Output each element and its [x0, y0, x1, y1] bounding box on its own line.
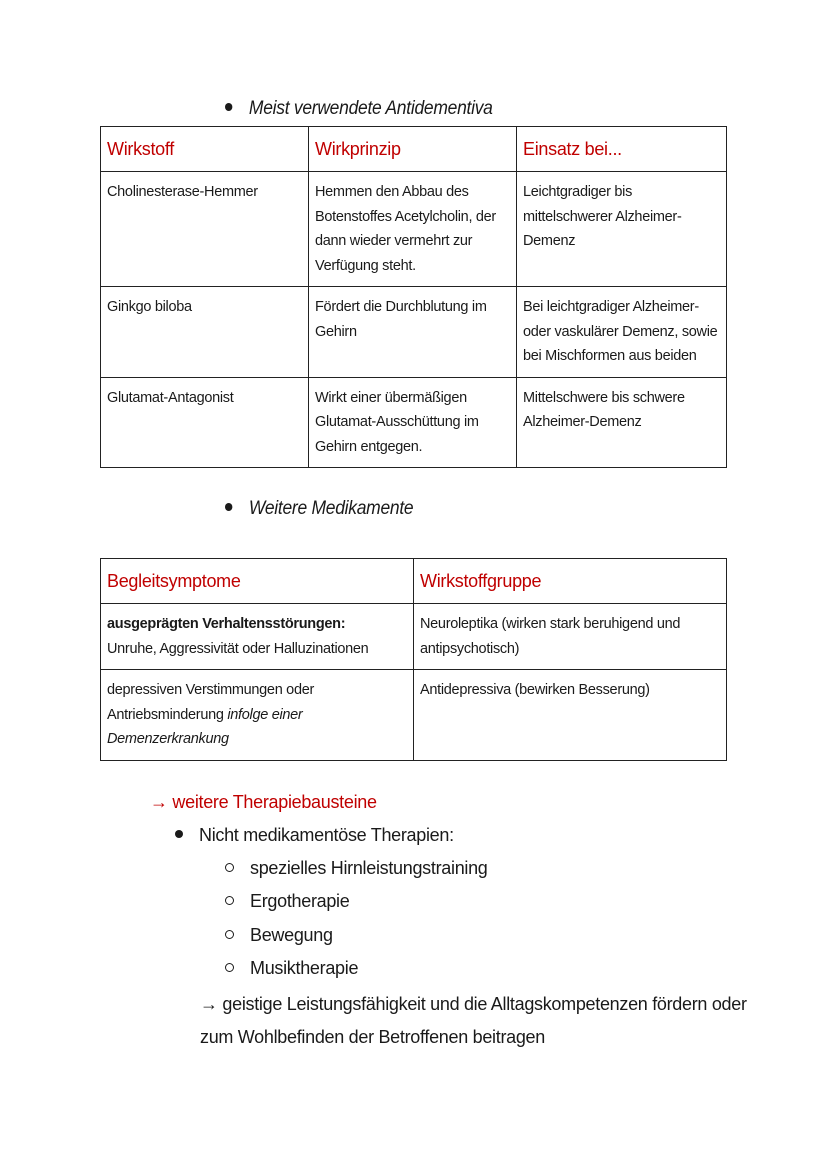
table-cell [101, 604, 414, 670]
list-item: Ergotherapie [225, 891, 349, 912]
list-item: Musiktherapie [225, 958, 358, 979]
circle-bullet-icon [225, 930, 234, 939]
therapy-subheading: Nicht medikamentöse Therapien: [175, 825, 454, 846]
symptom-text: Unruhe, Aggressivität oder Halluzinationen [107, 640, 369, 657]
circle-bullet-icon [225, 863, 234, 872]
table-cell: Cholinesterase-Hemmer [101, 172, 309, 287]
symptom-bold-text: ausgeprägten Verhaltensstörungen: [107, 616, 346, 632]
table-header-row [101, 127, 727, 172]
circle-bullet-icon [225, 963, 234, 972]
table-cell: Antidepressiva (bewirken Besserung) [414, 670, 727, 761]
table-cell [101, 670, 414, 761]
table-header-row [101, 559, 727, 604]
circle-bullet-icon [225, 896, 234, 905]
list-item: spezielles Hirnleistungstraining [225, 858, 488, 879]
table-cell: Mittelschwere bis schwere Alzheimer-Demenz [517, 377, 727, 468]
section2-heading: Weitere Medikamente [225, 498, 413, 520]
table-row [101, 287, 727, 378]
therapy-title: → weitere Therapiebausteine [150, 792, 377, 812]
table-cell: Glutamat-Antagonist [101, 377, 309, 468]
table-row [101, 670, 727, 761]
table-cell: Neuroleptika (wirken stark beruhigend und antipsychotisch) [414, 604, 727, 670]
header-wirkstoffgruppe: Wirkstoffgruppe [414, 559, 727, 604]
section1-heading: Meist verwendete Antidementiva [225, 98, 493, 120]
header-begleitsymptome: Begleitsymptome [101, 559, 414, 604]
therapy-conclusion: → geistige Leistungsfähigkeit und die Alltagskompetenzen fördern oder zum Wohlbefinden der Betroffenen beitragen [200, 994, 747, 1047]
table-cell: Fördert die Durchblutung im Gehirn [309, 287, 517, 378]
arrow-icon: → [150, 792, 168, 812]
table-row [101, 172, 727, 287]
symptom-text: depressiven Verstimmungen oder Antriebsminderung [107, 682, 315, 723]
symptom-italic-text: infolge einer Demenzerkrankung [107, 706, 303, 747]
medikamente-table [100, 558, 727, 761]
table-cell: Wirkt einer übermäßigen Glutamat-Ausschüttung im Gehirn entgegen. [309, 377, 517, 468]
list-item: Bewegung [225, 925, 333, 946]
table-row [101, 604, 727, 670]
table-cell: Bei leichtgradiger Alzheimer- oder vaskulärer Demenz, sowie bei Mischformen aus beiden [517, 287, 727, 378]
bullet-icon [225, 503, 232, 511]
table-row [101, 377, 727, 468]
header-einsatz: Einsatz bei... [517, 127, 727, 172]
header-wirkprinzip: Wirkprinzip [309, 127, 517, 172]
bullet-icon [225, 103, 232, 111]
table-cell: Ginkgo biloba [101, 287, 309, 378]
bullet-icon [175, 830, 183, 838]
antidementiva-table [100, 126, 727, 468]
header-wirkstoff: Wirkstoff [101, 127, 309, 172]
table-cell: Hemmen den Abbau des Botenstoffes Acetylcholin, der dann wieder vermehrt zur Verfügung steht. [309, 172, 517, 287]
table-cell: Leichtgradiger bis mittelschwerer Alzheimer-Demenz [517, 172, 727, 287]
